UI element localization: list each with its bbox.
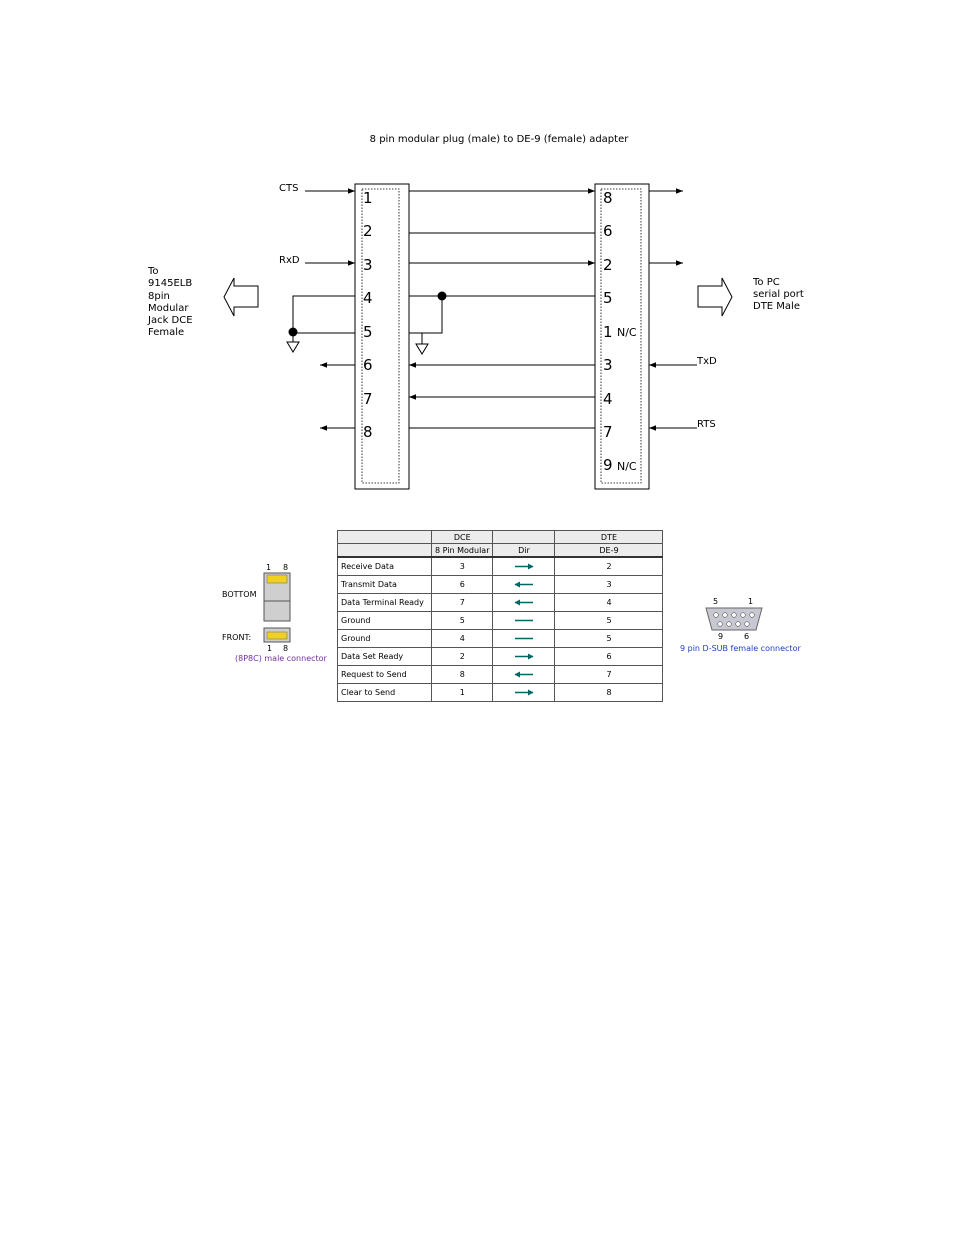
pinout-table: [337, 530, 663, 702]
dce-pin-cell: 6: [432, 576, 493, 594]
dte-pin-cell: 8: [555, 684, 663, 702]
right-pin-8: 8: [603, 189, 613, 207]
table-row: [338, 612, 663, 630]
rj45-front-contacts: [267, 632, 287, 639]
dce-pin-cell: 7: [432, 594, 493, 612]
dte-pin-cell: 5: [555, 630, 663, 648]
left-hollow-arrow: [224, 278, 258, 316]
direction-cell: [493, 576, 555, 594]
left-note-line-2: 9145ELB: [148, 278, 193, 289]
arrow-right-icon: [514, 653, 534, 660]
table-header-row-1: [338, 531, 663, 544]
table-row: [338, 630, 663, 648]
rj45-top-num-8: 8: [283, 563, 289, 572]
left-pin-1: 1: [363, 189, 373, 207]
right-pin-6: 6: [603, 222, 613, 240]
signal-name-cell: Ground: [338, 612, 432, 630]
left-pin-5: 5: [363, 323, 373, 341]
right-note-line-2: serial port: [753, 289, 804, 300]
right-pin-7: 7: [603, 423, 613, 441]
rj45-bottom-label: BOTTOM: [222, 590, 257, 599]
table-header-cell: [338, 544, 432, 558]
diagram-title: 8 pin modular plug (male) to DE-9 (female) adapter: [369, 134, 629, 145]
arrow-left-icon: [514, 581, 534, 588]
table-header-cell: [338, 531, 432, 544]
rj45-front-label: FRONT:: [222, 633, 252, 642]
left-note-line-3: 8pin: [148, 291, 170, 302]
signal-name-cell: Ground: [338, 630, 432, 648]
dsub-top-num-5: 5: [713, 597, 719, 606]
dash-icon: [514, 635, 534, 642]
rts-label: RTS: [697, 419, 716, 430]
dce-pin-cell: 1: [432, 684, 493, 702]
left-note: [147, 266, 193, 338]
left-note-line-6: Female: [148, 327, 185, 338]
left-note-line-5: Jack DCE: [148, 315, 193, 326]
signal-name-cell: Transmit Data: [338, 576, 432, 594]
arrow-left-icon: [514, 671, 534, 678]
dte-pin-cell: 6: [555, 648, 663, 666]
dsub-top-num-1: 1: [748, 597, 754, 606]
ground-link-outer: [293, 296, 355, 333]
dsub-shell: [706, 608, 762, 630]
signal-name-cell: Request to Send: [338, 666, 432, 684]
rj45-bottom-num-8: 8: [283, 644, 289, 653]
direction-cell: [493, 684, 555, 702]
left-pin-2: 2: [363, 222, 373, 240]
dsub-connector: [680, 597, 801, 653]
direction-cell: [493, 612, 555, 630]
rj45-top-num-1: 1: [266, 563, 272, 572]
dsub-bottom-num-9: 9: [718, 632, 724, 641]
right-note-line-3: DTE Male: [753, 301, 800, 312]
direction-cell: [493, 630, 555, 648]
right-note-line-1: To PC: [753, 277, 780, 288]
ground-symbol-outer: [287, 342, 299, 352]
direction-cell: [493, 666, 555, 684]
table-row: [338, 594, 663, 612]
arrow-right-icon: [514, 563, 534, 570]
arrow-right-icon: [514, 689, 534, 696]
left-note-line-1: To: [148, 266, 159, 277]
table-header-cell: DCE: [432, 531, 493, 544]
cts-label: CTS: [279, 183, 299, 194]
table-row: [338, 684, 663, 702]
table-row: [338, 666, 663, 684]
signal-name-cell: Data Terminal Ready: [338, 594, 432, 612]
dte-pin-cell: 5: [555, 612, 663, 630]
left-pin-7: 7: [363, 390, 373, 408]
arrow-left-icon: [514, 599, 534, 606]
direction-cell: [493, 648, 555, 666]
ground-symbol-inner: [416, 344, 428, 354]
table-header-cell: 8 Pin Modular: [432, 544, 493, 558]
right-pin-1: 1: [603, 323, 613, 341]
table-row: [338, 557, 663, 576]
ground-link-inner: [409, 296, 442, 333]
left-note-line-4: Modular: [148, 303, 189, 314]
table-header-cell: [493, 531, 555, 544]
dash-icon: [514, 617, 534, 624]
dte-pin-cell: 4: [555, 594, 663, 612]
dte-pin-cell: 2: [555, 557, 663, 576]
left-pin-4: 4: [363, 289, 373, 307]
table-row: [338, 648, 663, 666]
dsub-caption: 9 pin D-SUB female connector: [680, 644, 801, 653]
right-pin-4: 4: [603, 390, 613, 408]
direction-cell: [493, 594, 555, 612]
right-pin-1-nc: N/C: [617, 326, 637, 339]
signal-name-cell: Clear to Send: [338, 684, 432, 702]
right-pin-5: 5: [603, 289, 613, 307]
table-header-row-2: [338, 544, 663, 558]
right-pin-3: 3: [603, 356, 613, 374]
signal-name-cell: Data Set Ready: [338, 648, 432, 666]
dce-pin-cell: 5: [432, 612, 493, 630]
right-hollow-arrow: [698, 278, 732, 316]
dce-pin-cell: 8: [432, 666, 493, 684]
table-body: [338, 557, 663, 702]
dte-pin-cell: 3: [555, 576, 663, 594]
right-pin-9: 9: [603, 456, 613, 474]
dce-pin-cell: 3: [432, 557, 493, 576]
dsub-bottom-num-6: 6: [744, 632, 750, 641]
right-pin-2: 2: [603, 256, 613, 274]
table-header-cell: Dir: [493, 544, 555, 558]
txd-label: TxD: [697, 356, 717, 367]
dce-pin-cell: 4: [432, 630, 493, 648]
left-pin-8: 8: [363, 423, 373, 441]
rj45-contacts: [267, 575, 287, 583]
signal-name-cell: Receive Data: [338, 557, 432, 576]
table-row: [338, 576, 663, 594]
direction-cell: [493, 557, 555, 576]
table-header-cell: DE-9: [555, 544, 663, 558]
rxd-label: RxD: [279, 255, 300, 266]
dce-pin-cell: 2: [432, 648, 493, 666]
table-header-cell: DTE: [555, 531, 663, 544]
right-pin-9-nc: N/C: [617, 460, 637, 473]
rj45-bottom-num-1: 1: [267, 644, 273, 653]
dte-pin-cell: 7: [555, 666, 663, 684]
rj45-connector: [222, 563, 328, 663]
right-note: [752, 277, 804, 312]
left-pin-3: 3: [363, 256, 373, 274]
left-pin-6: 6: [363, 356, 373, 374]
rj45-caption: (8P8C) male connector: [235, 654, 327, 663]
